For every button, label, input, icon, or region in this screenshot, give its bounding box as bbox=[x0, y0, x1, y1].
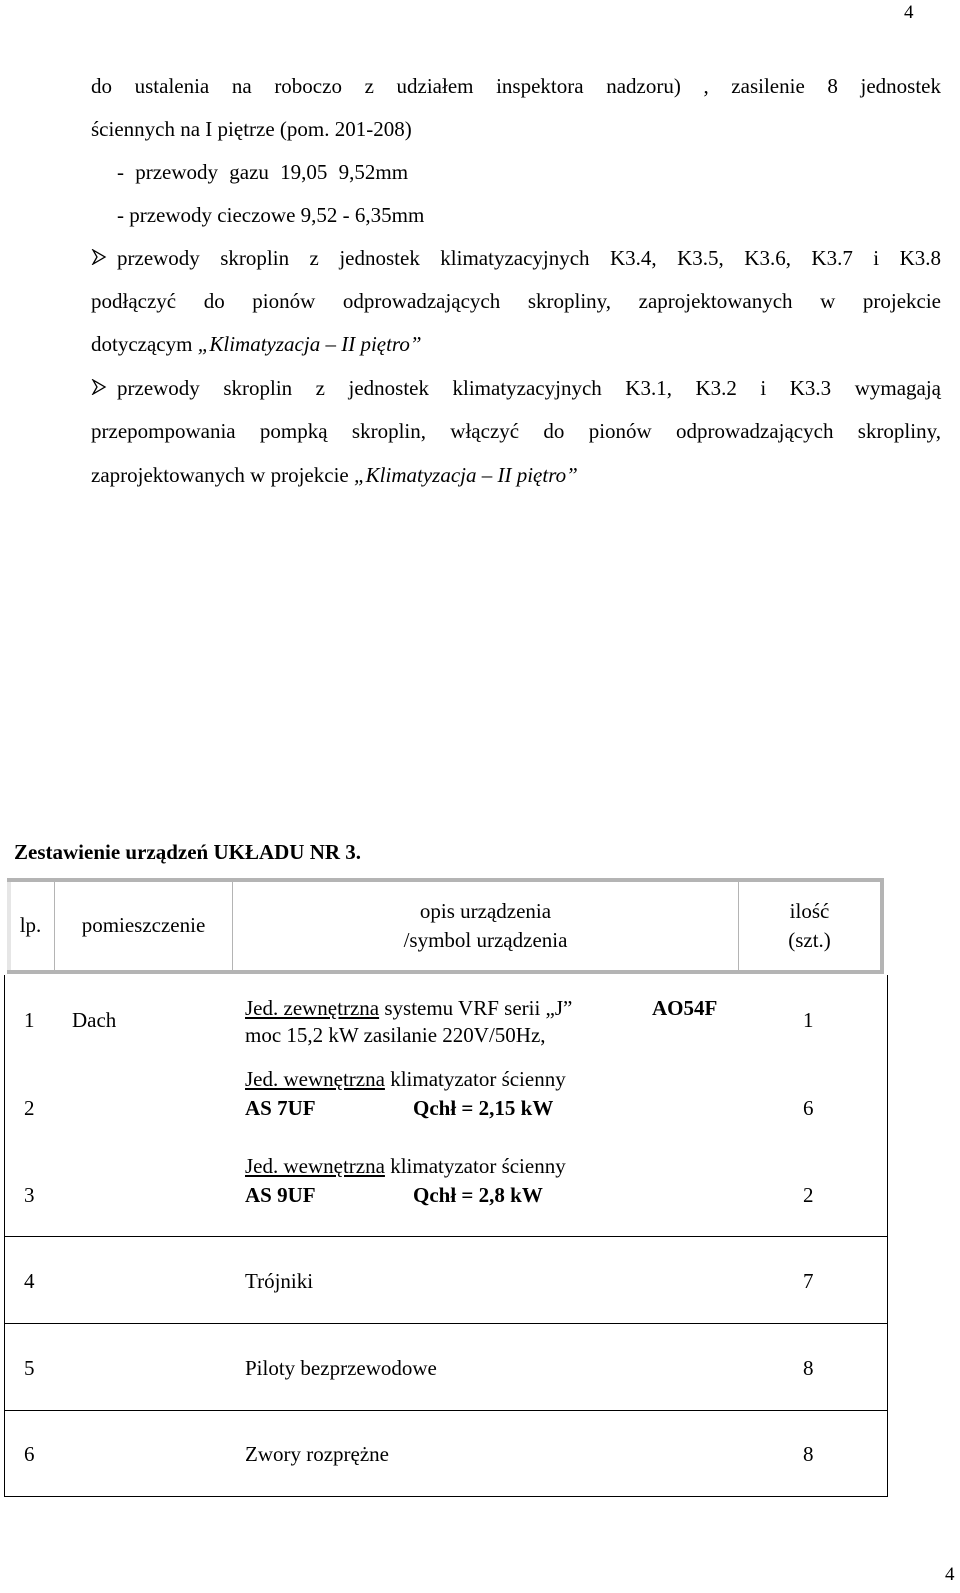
cell-lp: 1 bbox=[24, 1008, 35, 1032]
text-span: klimatyzator ścienny bbox=[384, 1067, 566, 1091]
header-room: pomieszczenie bbox=[81, 913, 206, 937]
cell-lp: 4 bbox=[24, 1269, 35, 1293]
cell-lp: 5 bbox=[24, 1356, 35, 1380]
cooling-capacity: Qchł = 2,8 kW bbox=[413, 1183, 543, 1207]
header-lp: lp. bbox=[19, 913, 42, 937]
unit-type-label: Jed. zewnętrzna bbox=[245, 996, 380, 1020]
cell-lp: 2 bbox=[24, 1096, 35, 1120]
cell-quantity: 8 bbox=[803, 1442, 814, 1466]
cell-description: Zwory rozprężne bbox=[245, 1442, 390, 1466]
project-reference: „Klimatyzacja – II piętro” bbox=[353, 463, 578, 487]
dash-item-liquid: - przewody cieczowe 9,52 - 6,35mm bbox=[117, 203, 425, 227]
unit-model: AS 7UF bbox=[245, 1096, 316, 1120]
cell-lp: 6 bbox=[24, 1442, 35, 1466]
cell-description-line1 bbox=[245, 1156, 566, 1177]
bullet-item-line bbox=[91, 465, 578, 486]
cell-quantity: 7 bbox=[803, 1269, 814, 1293]
cell-description: Piloty bezprzewodowe bbox=[245, 1356, 437, 1380]
page-number-top: 4 bbox=[904, 2, 914, 23]
cell-lp: 3 bbox=[24, 1183, 35, 1207]
text-span: dotyczącym bbox=[91, 332, 198, 356]
cell-description: Trójniki bbox=[245, 1269, 314, 1293]
cell-quantity: 1 bbox=[803, 1008, 814, 1032]
text-span: zaprojektowanych w projekcie bbox=[91, 463, 354, 487]
arrowhead-bullet-icon bbox=[91, 249, 107, 265]
text-span: klimatyzator ścienny bbox=[384, 1154, 566, 1178]
cell-description-line1 bbox=[245, 998, 572, 1019]
bullet-item-line: przewody skroplin z jednostek klimatyzacyjnych K3.4, K3.5, K3.6, K3.7 i K3.8 bbox=[117, 246, 941, 270]
cell-quantity: 8 bbox=[803, 1356, 814, 1380]
bullet-item-line: przewody skroplin z jednostek klimatyzacyjnych K3.1, K3.2 i K3.3 wymagają bbox=[117, 376, 941, 400]
unit-type-label: Jed. wewnętrzna bbox=[245, 1067, 385, 1091]
cell-quantity: 2 bbox=[803, 1183, 814, 1207]
cell-room: Dach bbox=[72, 1008, 117, 1032]
bullet-item-line bbox=[91, 334, 422, 355]
bullet-item-line: podłączyć do pionów odprowadzających skropliny, zaprojektowanych w projekcie bbox=[91, 289, 941, 313]
header-quantity bbox=[739, 897, 880, 955]
page-number-bottom: 4 bbox=[945, 1564, 955, 1585]
header-quantity-line1: ilość bbox=[789, 899, 830, 923]
unit-type-label: Jed. wewnętrzna bbox=[245, 1154, 385, 1178]
dash-item-gas: - przewody gazu 19,05 9,52mm bbox=[117, 160, 409, 184]
bullet-item-line: przepompowania pompką skroplin, włączyć do pionów odprowadzających skropliny, bbox=[91, 419, 941, 443]
project-reference: „Klimatyzacja – II piętro” bbox=[197, 332, 422, 356]
text-line: ściennych na I piętrze (pom. 201-208) bbox=[91, 117, 412, 141]
arrowhead-bullet-icon bbox=[91, 379, 107, 395]
text-span: systemu VRF serii „J” bbox=[379, 996, 573, 1020]
unit-model: AO54F bbox=[652, 996, 718, 1020]
header-description bbox=[233, 897, 738, 955]
cooling-capacity: Qchł = 2,15 kW bbox=[413, 1096, 554, 1120]
cell-description-line1 bbox=[245, 1069, 566, 1090]
unit-model: AS 9UF bbox=[245, 1183, 316, 1207]
header-quantity-line2: (szt.) bbox=[788, 928, 831, 952]
cell-description-line2: moc 15,2 kW zasilanie 220V/50Hz, bbox=[245, 1023, 546, 1047]
table-title: Zestawienie urządzeń UKŁADU NR 3. bbox=[14, 840, 362, 864]
text-line: do ustalenia na roboczo z udziałem inspektora nadzoru) , zasilenie 8 jednostek bbox=[91, 74, 941, 98]
cell-quantity: 6 bbox=[803, 1096, 814, 1120]
header-description-line1: opis urządzenia bbox=[419, 899, 552, 923]
header-description-line2: /symbol urządzenia bbox=[403, 928, 568, 952]
